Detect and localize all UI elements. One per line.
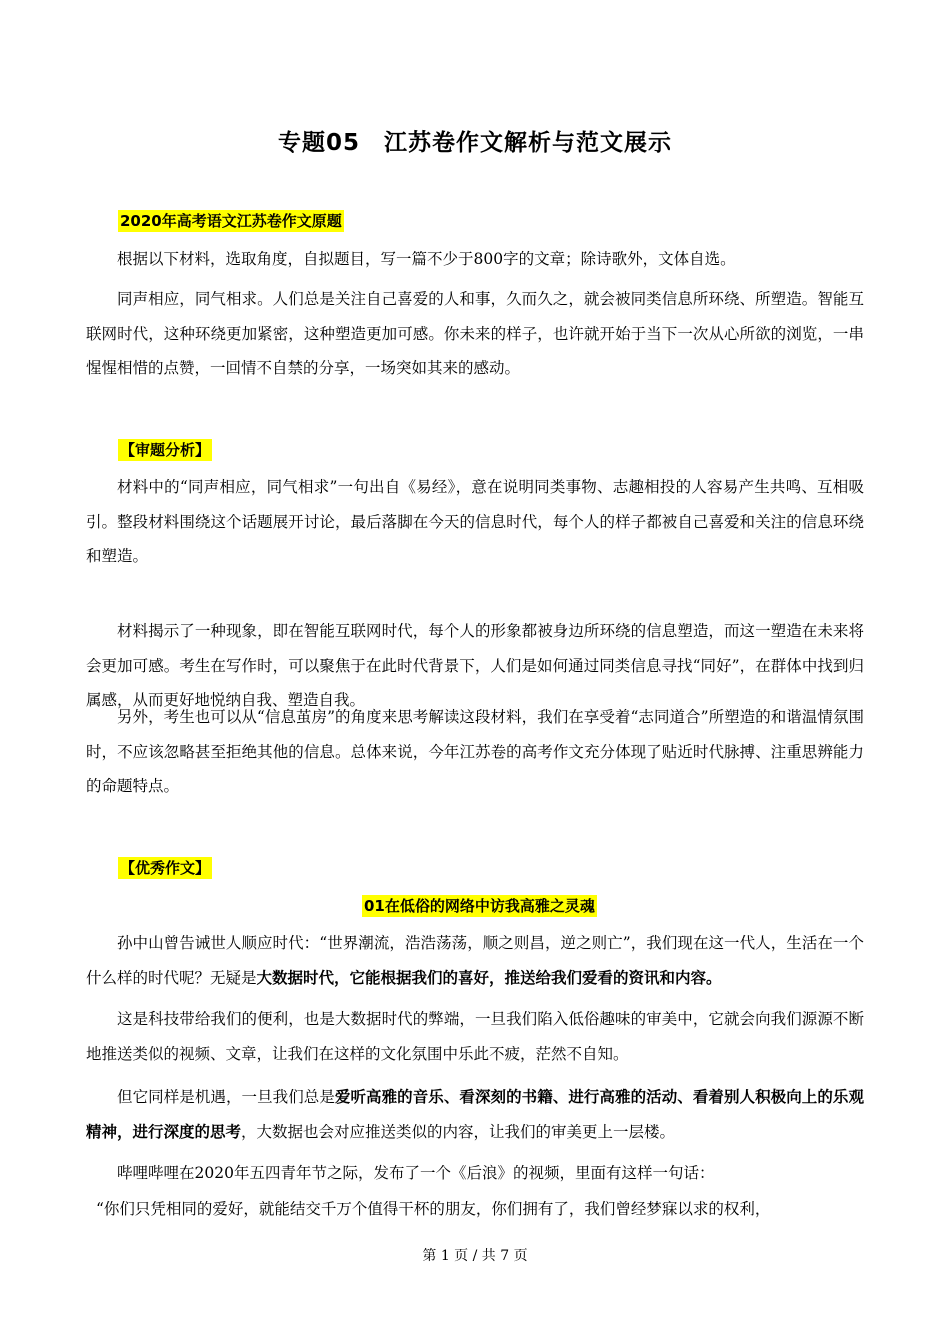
section-heading-essay: 【优秀作文】 [120,859,211,877]
analysis-paragraph-3: 另外，考生也可以从“信息茧房”的角度来思考解读这段材料，我们在享受着“志同道合”所塑造的和谐温情氛围时，不应该忽略甚至拒绝其他的信息。总体来说，今年江苏卷的高考作文充分体现了贴近时代脉搏、注重思辨能力的命题特点。 [86,708,864,795]
analysis-paragraph-1: 材料中的“同声相应，同气相求”一句出自《易经》，意在说明同类事物、志趣相投的人容易产生共鸣、互相吸引。整段材料围绕这个话题展开讨论，最后落脚在今天的信息时代，每个人的样子都被自己喜爱和关注的信息环绕和塑造。 [86,478,864,565]
essay-paragraph-5: “你们只凭相同的爱好，就能结交千万个值得干杯的朋友，你们拥有了，我们曾经梦寐以求的权利， [96,1200,771,1218]
essay-paragraph-3-text-a: 但它同样是机遇，一旦我们总是 [117,1088,335,1106]
essay-title: 01在低俗的网络中访我高雅之灵魂 [364,897,595,915]
page-title: 专题05 江苏卷作文解析与范文展示 [277,130,672,156]
essay-paragraph-3-bold: 爱听高雅的音乐、看深刻的书籍、进行高雅的活动、看着别人积极向上的乐观精神，进行深度的思考 [86,1087,864,1141]
essay-paragraph-2: 这是科技带给我们的便利，也是大数据时代的弊端，一旦我们陷入低俗趣味的审美中，它就会向我们源源不断地推送类似的视频、文章，让我们在这样的文化氛围中乐此不疲，茫然不自知。 [86,1010,864,1063]
analysis-paragraph-2: 材料揭示了一种现象，即在智能互联网时代，每个人的形象都被身边所环绕的信息塑造，而这一塑造在未来将会更加可感。考生在写作时，可以聚焦于在此时代背景下，人们是如何通过同类信息寻找“同好”，在群体中找到归属感，从而更好地悦纳自我、塑造自我。 [86,622,864,709]
essay-paragraph-1 [86,926,864,995]
essay-paragraph-1-text: 孙中山曾告诫世人顺应时代：“世界潮流，浩浩荡荡，顺之则昌，逆之则亡”，我们现在这一代人，生活在一个什么样的时代呢？无疑是 [86,934,864,987]
essay-paragraph-1-bold: 大数据时代，它能根据我们的喜好，推送给我们爱看的资讯和内容。 [256,967,722,987]
section-heading-original-prompt: 2020年高考语文江苏卷作文原题 [120,212,342,230]
prompt-instruction: 根据以下材料，选取角度，自拟题目，写一篇不少于800字的文章；除诗歌外，文体自选。 [117,250,736,268]
prompt-material: 同声相应，同气相求。人们总是关注自己喜爱的人和事，久而久之，就会被同类信息所环绕、所塑造。智能互联网时代，这种环绕更加紧密，这种塑造更加可感。你未来的样子，也许就开始于当下一次从心所欲的浏览，一串惺惺相惜的点赞，一回情不自禁的分享，一场突如其来的感动。 [86,290,864,377]
essay-paragraph-4: 哔哩哔哩在2020年五四青年节之际，发布了一个《后浪》的视频，里面有这样一句话： [117,1164,715,1182]
section-heading-analysis: 【审题分析】 [120,441,211,459]
essay-paragraph-3 [86,1080,864,1149]
page-footer: 第 1 页 / 共 7 页 [422,1248,528,1264]
essay-paragraph-3-text-c: ，大数据也会对应推送类似的内容，让我们的审美更上一层楼。 [241,1122,676,1141]
